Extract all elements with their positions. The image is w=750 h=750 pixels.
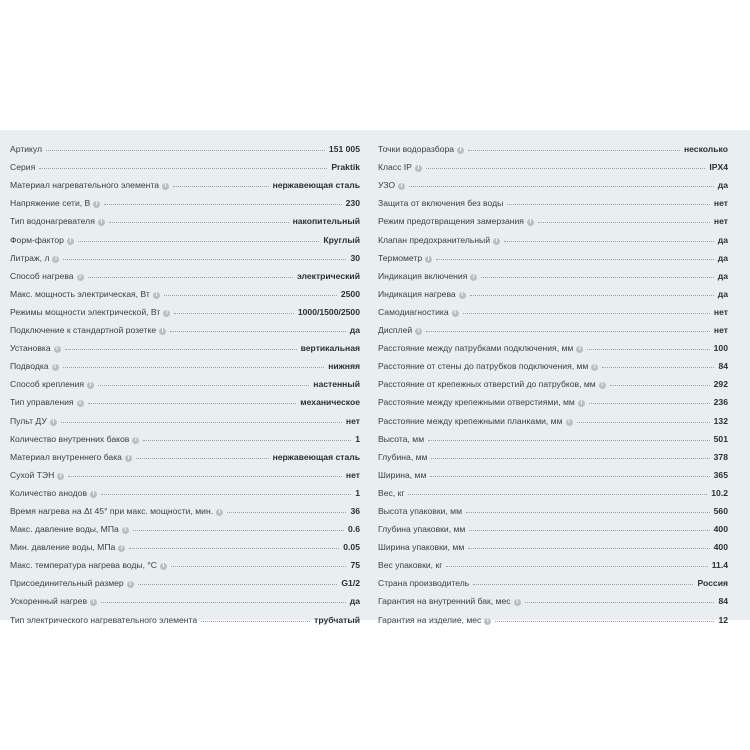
info-icon[interactable]: i: [159, 328, 166, 335]
spec-row: [378, 570, 728, 588]
spec-label: Способ крепления: [10, 379, 85, 390]
spec-label: Самодиагностика: [378, 306, 449, 317]
dotted-leader: [101, 494, 351, 495]
spec-label: Высота, мм: [378, 433, 425, 444]
spec-row: [378, 516, 728, 534]
spec-label: Установка: [10, 343, 51, 354]
spec-label: УЗО: [378, 180, 396, 191]
spec-label: Подключение к стандартной розетке: [10, 325, 157, 336]
spec-row: [378, 371, 728, 389]
dotted-leader: [63, 259, 346, 260]
spec-label: Напряжение сети, В: [10, 198, 91, 209]
spec-row: [378, 317, 728, 335]
spec-label: Макс. температура нагрева воды, °С: [10, 560, 157, 571]
info-icon[interactable]: i: [514, 599, 521, 606]
spec-row: [10, 172, 360, 190]
info-icon[interactable]: i: [122, 527, 129, 534]
dotted-leader: [143, 440, 351, 441]
spec-value: да: [717, 180, 728, 191]
dotted-leader: [495, 621, 714, 622]
spec-row: [378, 462, 728, 480]
dotted-leader: [504, 241, 714, 242]
spec-label: Форм-фактор: [10, 234, 64, 245]
spec-row: [378, 245, 728, 263]
spec-label: Время нагрева на Δt 45° при макс. мощности, мин.: [10, 505, 214, 516]
info-icon[interactable]: i: [125, 455, 132, 462]
spec-value: 0.05: [343, 542, 360, 553]
spec-row: [378, 498, 728, 516]
info-icon[interactable]: i: [163, 310, 170, 317]
dotted-leader: [468, 548, 709, 549]
dotted-leader: [88, 277, 293, 278]
dotted-leader: [88, 403, 297, 404]
spec-value: Praktik: [331, 162, 360, 173]
info-icon[interactable]: i: [398, 183, 405, 190]
spec-row: [10, 335, 360, 353]
dotted-leader: [587, 349, 709, 350]
info-icon[interactable]: i: [153, 292, 160, 299]
spec-row: [378, 226, 728, 244]
dotted-leader: [39, 168, 327, 169]
dotted-leader: [577, 422, 710, 423]
info-icon[interactable]: i: [452, 310, 459, 317]
spec-row: [378, 407, 728, 425]
spec-row: [10, 281, 360, 299]
dotted-leader: [61, 422, 342, 423]
spec-row: [378, 335, 728, 353]
spec-row: [378, 588, 728, 606]
spec-label: Мин. давление воды, МПа: [10, 542, 116, 553]
spec-label: Пульт ДУ: [10, 415, 47, 426]
info-icon[interactable]: i: [90, 599, 97, 606]
spec-row: [378, 480, 728, 498]
info-icon[interactable]: i: [415, 165, 422, 172]
spec-value: 400: [713, 524, 728, 535]
info-icon[interactable]: i: [599, 382, 606, 389]
spec-value: 10.2: [711, 487, 728, 498]
spec-row: [378, 263, 728, 281]
spec-row: [10, 226, 360, 244]
spec-value: Россия: [697, 578, 728, 589]
spec-label: Количество внутренних баков: [10, 433, 130, 444]
info-icon[interactable]: i: [77, 274, 84, 281]
info-icon[interactable]: i: [67, 238, 74, 245]
spec-label: Термометр: [378, 252, 423, 263]
spec-row: [10, 154, 360, 172]
dotted-leader: [507, 204, 710, 205]
spec-row: [10, 208, 360, 226]
spec-value: 560: [713, 505, 728, 516]
dotted-leader: [602, 367, 714, 368]
spec-value: 1: [355, 433, 360, 444]
dotted-leader: [201, 621, 310, 622]
spec-row: [10, 136, 360, 154]
spec-value: нет: [713, 306, 728, 317]
spec-label: Вес, кг: [378, 487, 405, 498]
info-icon[interactable]: i: [576, 346, 583, 353]
spec-row: [10, 263, 360, 281]
spec-row: [10, 462, 360, 480]
spec-row: [378, 444, 728, 462]
spec-value: 36: [350, 505, 360, 516]
dotted-leader: [78, 241, 319, 242]
spec-label: Расстояние между патрубками подключения, мм: [378, 343, 574, 354]
spec-value: накопительный: [292, 216, 360, 227]
info-icon[interactable]: i: [457, 147, 464, 154]
dotted-leader: [227, 512, 346, 513]
spec-value: да: [717, 234, 728, 245]
spec-value: да: [717, 252, 728, 263]
spec-label: Вес упаковки, кг: [378, 560, 443, 571]
info-icon[interactable]: i: [87, 382, 94, 389]
dotted-leader: [133, 530, 344, 531]
info-icon[interactable]: i: [493, 238, 500, 245]
specs-column-right: [378, 136, 728, 625]
dotted-leader: [468, 150, 680, 151]
spec-value: нержавеющая сталь: [272, 180, 360, 191]
spec-value: 30: [350, 252, 360, 263]
spec-row: [10, 606, 360, 624]
dotted-leader: [46, 150, 325, 151]
spec-label: Страна производитель: [378, 578, 470, 589]
spec-value: 378: [713, 451, 728, 462]
info-icon[interactable]: i: [160, 563, 167, 570]
spec-row: [378, 353, 728, 371]
spec-row: [378, 299, 728, 317]
info-icon[interactable]: i: [127, 581, 134, 588]
dotted-leader: [109, 222, 289, 223]
spec-label: Материал внутреннего бака: [10, 451, 122, 462]
spec-row: [10, 444, 360, 462]
info-icon[interactable]: i: [566, 419, 573, 426]
spec-row: [10, 190, 360, 208]
spec-value: 400: [713, 542, 728, 553]
spec-label: Сухой ТЭН: [10, 469, 55, 480]
info-icon[interactable]: i: [50, 419, 57, 426]
spec-label: Высота упаковки, мм: [378, 505, 462, 516]
spec-value: 75: [350, 560, 360, 571]
spec-row: [10, 570, 360, 588]
spec-value: вертикальная: [300, 343, 360, 354]
spec-value: да: [717, 288, 728, 299]
spec-label: Клапан предохранительный: [378, 234, 491, 245]
spec-row: [10, 534, 360, 552]
spec-value: 1000/1500/2500: [297, 306, 360, 317]
spec-row: [10, 371, 360, 389]
spec-label: Индикация включения: [378, 270, 468, 281]
spec-value: 230: [345, 198, 360, 209]
spec-label: Ширина упаковки, мм: [378, 542, 465, 553]
spec-label: Режим предотвращения замерзания: [378, 216, 524, 227]
spec-label: Расстояние между крепежными планками, мм: [378, 415, 563, 426]
dotted-leader: [409, 186, 714, 187]
spec-value: IPX4: [709, 162, 728, 173]
spec-value: 365: [713, 469, 728, 480]
spec-value: трубчатый: [314, 614, 360, 625]
spec-value: 151 005: [328, 144, 360, 155]
spec-label: Литраж, л: [10, 252, 50, 263]
dotted-leader: [466, 512, 710, 513]
spec-row: [378, 172, 728, 190]
spec-row: [378, 281, 728, 299]
dotted-leader: [469, 530, 709, 531]
info-icon[interactable]: i: [216, 509, 223, 516]
dotted-leader: [408, 494, 707, 495]
spec-label: Макс. давление воды, МПа: [10, 524, 119, 535]
spec-row: [10, 299, 360, 317]
dotted-leader: [426, 331, 710, 332]
dotted-leader: [463, 313, 710, 314]
spec-label: Серия: [10, 162, 36, 173]
spec-value: нет: [713, 198, 728, 209]
spec-row: [378, 552, 728, 570]
dotted-leader: [481, 277, 713, 278]
spec-row: [10, 317, 360, 335]
dotted-leader: [436, 259, 714, 260]
spec-row: [10, 552, 360, 570]
info-icon[interactable]: i: [162, 183, 169, 190]
info-icon[interactable]: i: [57, 473, 64, 480]
spec-row: [378, 534, 728, 552]
info-icon[interactable]: i: [54, 346, 61, 353]
spec-value: 100: [713, 343, 728, 354]
dotted-leader: [129, 548, 339, 549]
spec-label: Точки водоразбора: [378, 144, 455, 155]
spec-value: 236: [713, 397, 728, 408]
dotted-leader: [65, 349, 297, 350]
dotted-leader: [174, 313, 294, 314]
spec-row: [10, 245, 360, 263]
spec-row: [378, 190, 728, 208]
spec-row: [10, 516, 360, 534]
spec-label: Тип управления: [10, 397, 74, 408]
spec-label: Присоединительный размер: [10, 578, 124, 589]
dotted-leader: [446, 566, 707, 567]
spec-value: 1: [355, 487, 360, 498]
dotted-leader: [589, 403, 710, 404]
spec-row: [378, 154, 728, 172]
dotted-leader: [173, 186, 269, 187]
spec-label: Режимы мощности электрической, Вт: [10, 306, 161, 317]
spec-value: Круглый: [323, 234, 360, 245]
dotted-leader: [426, 168, 705, 169]
spec-value: да: [349, 325, 360, 336]
dotted-leader: [68, 476, 342, 477]
spec-label: Ускоренный нагрев: [10, 596, 88, 607]
spec-label: Глубина упаковки, мм: [378, 524, 466, 535]
dotted-leader: [170, 331, 346, 332]
spec-row: [10, 353, 360, 371]
spec-value: несколько: [683, 144, 728, 155]
spec-value: 132: [713, 415, 728, 426]
dotted-leader: [104, 204, 341, 205]
spec-row: [10, 426, 360, 444]
spec-row: [10, 480, 360, 498]
dotted-leader: [538, 222, 710, 223]
info-icon[interactable]: i: [459, 292, 466, 299]
spec-label: Индикация нагрева: [378, 288, 456, 299]
info-icon[interactable]: i: [425, 256, 432, 263]
spec-value: нет: [713, 325, 728, 336]
spec-value: нет: [345, 469, 360, 480]
spec-value: 12: [718, 614, 728, 625]
spec-label: Способ нагрева: [10, 270, 74, 281]
spec-row: [378, 426, 728, 444]
dotted-leader: [101, 602, 346, 603]
info-icon[interactable]: i: [118, 545, 125, 552]
dotted-leader: [63, 367, 325, 368]
info-icon[interactable]: i: [591, 364, 598, 371]
spec-label: Расстояние от стены до патрубков подключения, мм: [378, 361, 589, 372]
spec-row: [10, 407, 360, 425]
spec-label: Количество анодов: [10, 487, 88, 498]
spec-label: Подводка: [10, 361, 49, 372]
spec-value: настенный: [313, 379, 360, 390]
spec-value: 11.4: [711, 560, 728, 571]
spec-value: нет: [345, 415, 360, 426]
spec-label: Расстояние от крепежных отверстий до патрубков, мм: [378, 379, 596, 390]
spec-value: электрический: [296, 270, 360, 281]
dotted-leader: [164, 295, 337, 296]
dotted-leader: [470, 295, 714, 296]
spec-row: [10, 588, 360, 606]
spec-value: 292: [713, 379, 728, 390]
dotted-leader: [428, 440, 710, 441]
info-icon[interactable]: i: [484, 618, 491, 625]
spec-value: 0.6: [348, 524, 360, 535]
spec-label: Глубина, мм: [378, 451, 428, 462]
spec-row: [10, 389, 360, 407]
specs-column-left: [10, 136, 360, 625]
spec-value: механическое: [300, 397, 360, 408]
spec-label: Ширина, мм: [378, 469, 427, 480]
spec-label: Тип водонагревателя: [10, 216, 95, 227]
dotted-leader: [430, 476, 709, 477]
spec-label: Защита от включения без воды: [378, 198, 504, 209]
spec-row: [378, 606, 728, 624]
spec-value: 84: [718, 596, 728, 607]
spec-value: 501: [713, 433, 728, 444]
dotted-leader: [136, 458, 269, 459]
spec-label: Гарантия на внутренний бак, мес: [378, 596, 511, 607]
spec-value: G1/2: [341, 578, 360, 589]
info-icon[interactable]: i: [470, 274, 477, 281]
info-icon[interactable]: i: [52, 364, 59, 371]
spec-value: нержавеющая сталь: [272, 451, 360, 462]
dotted-leader: [525, 602, 715, 603]
spec-label: Дисплей: [378, 325, 413, 336]
spec-value: да: [349, 596, 360, 607]
dotted-leader: [610, 385, 710, 386]
spec-label: Тип электрического нагревательного элемента: [10, 614, 198, 625]
spec-label: Гарантия на изделие, мес: [378, 614, 482, 625]
info-icon[interactable]: i: [415, 328, 422, 335]
spec-row: [378, 389, 728, 407]
dotted-leader: [138, 584, 338, 585]
spec-row: [378, 208, 728, 226]
info-icon[interactable]: i: [578, 400, 585, 407]
spec-label: Класс IP: [378, 162, 412, 173]
dotted-leader: [98, 385, 309, 386]
info-icon[interactable]: i: [98, 219, 105, 226]
info-icon[interactable]: i: [527, 219, 534, 226]
spec-value: нижняя: [328, 361, 360, 372]
spec-value: нет: [713, 216, 728, 227]
spec-row: [378, 136, 728, 154]
spec-value: 84: [718, 361, 728, 372]
spec-value: 2500: [340, 288, 360, 299]
info-icon[interactable]: i: [132, 437, 139, 444]
dotted-leader: [171, 566, 346, 567]
spec-value: да: [717, 270, 728, 281]
info-icon[interactable]: i: [93, 201, 100, 208]
spec-label: Расстояние между крепежными отверстиями, мм: [378, 397, 575, 408]
info-icon[interactable]: i: [52, 256, 59, 263]
spec-label: Макс. мощность электрическая, Вт: [10, 288, 150, 299]
dotted-leader: [473, 584, 693, 585]
dotted-leader: [431, 458, 709, 459]
info-icon[interactable]: i: [90, 491, 97, 498]
spec-label: Артикул: [10, 144, 43, 155]
spec-row: [10, 498, 360, 516]
spec-label: Материал нагревательного элемента: [10, 180, 160, 191]
info-icon[interactable]: i: [77, 400, 84, 407]
